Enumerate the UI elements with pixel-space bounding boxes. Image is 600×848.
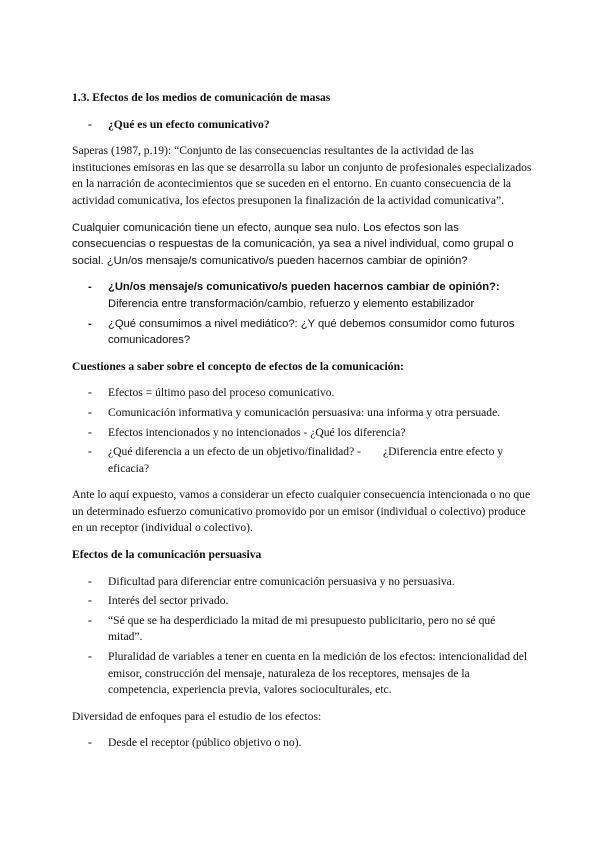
list-item [72, 613, 532, 646]
question-list [72, 117, 532, 134]
dash-bullet: - [88, 425, 92, 439]
persuasiva-text: Pluralidad de variables a tener en cuenta en la medición de los efectos: intencionalidad del emisor, construcción del mensaje, naturaleza de los receptores, mensajes de la competencia, experiencia previa, valores socioculturales, etc. [108, 650, 528, 697]
persuasiva-text: “Sé que se ha desperdiciado la mitad de mi presupuesto publicitario, pero no sé qué mitad”. [108, 613, 496, 644]
cuestion-text: ¿Diferencia entre efecto y eficacia? [108, 445, 504, 475]
dash-bullet: - [88, 405, 92, 419]
dash-bullet: - [88, 613, 92, 627]
dash-bullet: - [88, 574, 92, 588]
list-item [72, 425, 532, 442]
list-item [72, 574, 532, 591]
cuestion-text: Comunicación informativa y comunicación persuasiva: una informa y otra persuade. [108, 405, 501, 419]
ante-paragraph: Ante lo aquí expuesto, vamos a considerar un efecto cualquier consecuencia intencionada o no que un determinado esfuerzo comunicativo promovido por un emisor (individual o colectivo) produce en un receptor (individual o colectivo). [72, 488, 531, 535]
list-item [72, 735, 532, 752]
dash-bullet: - [88, 386, 92, 400]
list-item [72, 117, 532, 134]
list-item [72, 279, 532, 312]
cuestion-text: ¿Qué diferencia a un efecto de un objetivo/finalidad? - [108, 445, 362, 459]
list-item [72, 444, 532, 477]
diversidad-paragraph: Diversidad de enfoques para el estudio de los efectos: [72, 709, 322, 723]
cuestiones-title: Cuestiones a saber sobre el concepto de efectos de la comunicación: [72, 359, 404, 373]
dash-bullet: - [88, 317, 92, 330]
enfoque-text: Desde el receptor (público objetivo o no). [108, 736, 302, 750]
question-what-is-effect: ¿Qué es un efecto comunicativo? [108, 117, 270, 131]
cuestion-text: Efectos = último paso del proceso comunicativo. [108, 386, 335, 400]
definition-paragraph: Saperas (1987, p.19): “Conjunto de las consecuencias resultantes de la actividad de las instituciones emisoras en las que se desarrolla su labor un conjunto de profesionales especializados en la narración de acontecimientos que se suceden en el entorno. En cuanto consecuencia de la actividad comunicativa, los efectos presuponen la finalización de la actividad comunicativa”. [72, 144, 532, 207]
opinion-question: ¿Un/os mensaje/s comunicativo/s pueden hacernos cambiar de opinión?: [108, 281, 500, 294]
list-item [72, 385, 532, 402]
dash-bullet: - [88, 650, 92, 664]
list-item [72, 593, 532, 610]
list-item [72, 316, 532, 349]
list-item [72, 405, 532, 422]
persuasiva-title: Efectos de la comunicación persuasiva [72, 548, 262, 562]
opinion-detail: Diferencia entre transformación/cambio, refuerzo y elemento estabilizador [108, 297, 475, 310]
persuasiva-text: Dificultad para diferenciar entre comunicación persuasiva y no persuasiva. [108, 574, 455, 588]
media-consumption-question: ¿Qué consumimos a nivel mediático?: ¿Y qué debemos consumidor como futuros comunicadores? [108, 317, 515, 347]
dash-bullet: - [88, 281, 92, 294]
persuasiva-text: Interés del sector privado. [108, 594, 229, 608]
dash-bullet: - [88, 445, 92, 459]
opinion-list [72, 279, 532, 348]
dash-bullet: - [88, 594, 92, 608]
intro-paragraph: Cualquier comunicación tiene un efecto, aunque sea nulo. Los efectos son las consecuencias o respuestas de la comunicación, ya sea a nivel individual, como grupal o social. ¿Un/os mensaje/s comunicativo/s pueden hacernos cambiar de opinión? [72, 221, 514, 267]
enfoques-list [72, 735, 532, 752]
dash-bullet: - [88, 736, 92, 750]
dash-bullet: - [88, 117, 92, 131]
document-body [72, 90, 532, 752]
cuestion-text: Efectos intencionados y no intencionados - ¿Qué los diferencia? [108, 425, 406, 439]
persuasiva-list [72, 574, 532, 699]
list-item [72, 649, 532, 699]
section-title: 1.3. Efectos de los medios de comunicación de masas [72, 91, 331, 104]
cuestiones-list [72, 385, 532, 477]
